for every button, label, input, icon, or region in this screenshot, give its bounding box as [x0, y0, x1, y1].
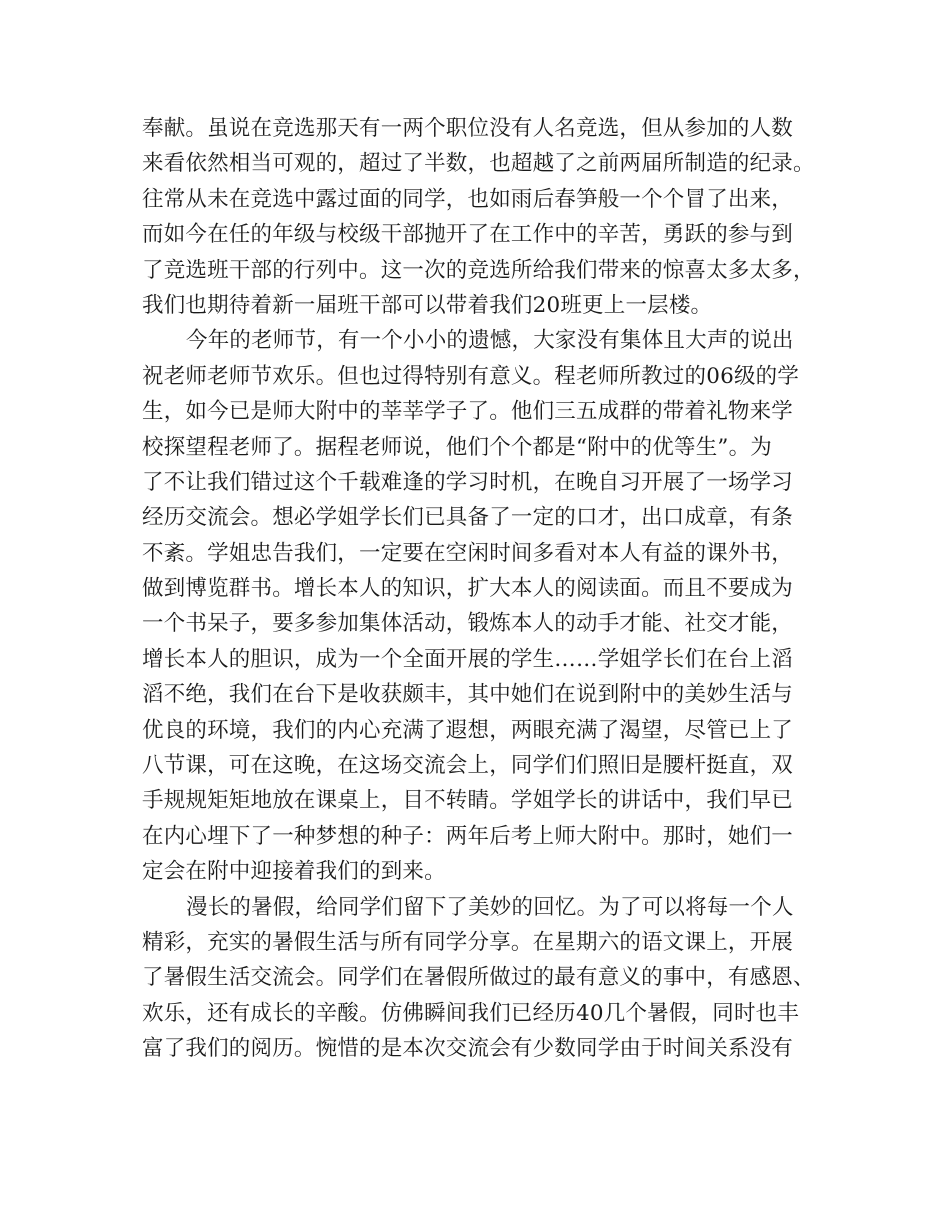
text-line: 优良的环境，我们的内心充满了遐想，两眼充满了渴望，尽管已上了: [142, 717, 794, 743]
paragraph-start-line: 漫长的暑假，给同学们留下了美妙的回忆。为了可以将每一个人: [186, 894, 794, 920]
text-line: 祝老师老师节欢乐。但也过得特别有意义。程老师所教过的06级的学: [142, 363, 800, 389]
text-line: 了暑假生活交流会。同学们在暑假所做过的最有意义的事中，有感恩、: [142, 965, 815, 991]
text-line: 做到博览群书。增长本人的知识，扩大本人的阅读面。而且不要成为: [142, 576, 794, 602]
text-line: 定会在附中迎接着我们的到来。: [142, 859, 446, 885]
paragraph-start-line: 今年的老师节，有一个小小的遗憾，大家没有集体且大声的说出: [186, 328, 794, 354]
text-line: 生，如今已是师大附中的莘莘学子了。他们三五成群的带着礼物来学: [142, 399, 794, 425]
text-line: 我们也期待着新一届班干部可以带着我们20班更上一层楼。: [142, 292, 713, 318]
text-line: 精彩，充实的暑假生活与所有同学分享。在星期六的语文课上，开展: [142, 929, 794, 955]
text-line: 而如今在任的年级与校级干部抛开了在工作中的辛苦，勇跃的参与到: [142, 222, 794, 248]
text-line: 富了我们的阅历。惋惜的是本次交流会有少数同学由于时间关系没有: [142, 1036, 794, 1062]
text-line: 增长本人的胆识，成为一个全面开展的学生……学姐学长们在台上滔: [142, 646, 794, 672]
text-line: 手规规矩矩地放在课桌上，目不转睛。学姐学长的讲话中，我们早已: [142, 788, 794, 814]
text-line: 校探望程老师了。据程老师说，他们个个都是“附中的优等生”。为: [142, 434, 772, 460]
text-line: 往常从未在竞选中露过面的同学，也如雨后春笋般一个个冒了出来，: [142, 186, 794, 212]
text-line: 经历交流会。想必学姐学长们已具备了一定的口才，出口成章，有条: [142, 505, 794, 531]
text-line: 了不让我们错过这个千载难逢的学习时机，在晚自习开展了一场学习: [142, 469, 794, 495]
text-line: 一个书呆子，要多参加集体活动，锻炼本人的动手才能、社交才能，: [142, 611, 794, 637]
text-line: 了竞选班干部的行列中。这一次的竞选所给我们带来的惊喜太多太多，: [142, 257, 815, 283]
body-text: [142, 111, 832, 1067]
text-line: 不紊。学姐忠告我们，一定要在空闲时间多看对本人有益的课外书，: [142, 540, 794, 566]
text-line: 八节课，可在这晚，在这场交流会上，同学们们照旧是腰杆挺直，双: [142, 753, 794, 779]
text-line: 滔不绝，我们在台下是收获颇丰，其中她们在说到附中的美妙生活与: [142, 682, 794, 708]
text-line: 来看依然相当可观的，超过了半数，也超越了之前两届所制造的纪录。: [142, 151, 815, 177]
text-line: 在内心埋下了一种梦想的种子：两年后考上师大附中。那时，她们一: [142, 823, 794, 849]
text-line: 欢乐，还有成长的辛酸。仿佛瞬间我们已经历40几个暑假，同时也丰: [142, 1000, 800, 1026]
text-line: 奉献。虽说在竞选那天有一两个职位没有人名竞选，但从参加的人数: [142, 116, 794, 141]
